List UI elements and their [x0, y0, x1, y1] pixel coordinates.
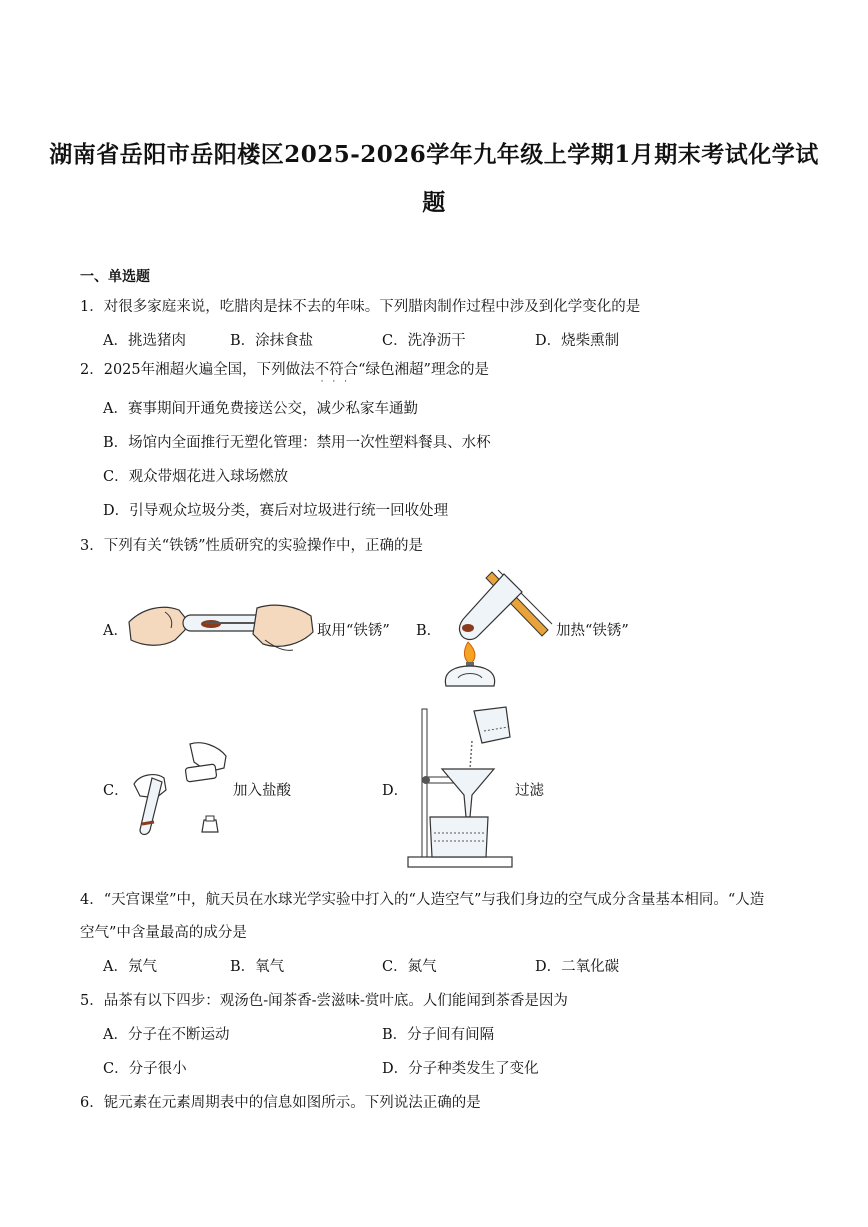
- q4-option-d: D．二氧化碳: [535, 959, 620, 975]
- figure-c-add-acid: [128, 738, 232, 838]
- q4-option-c: C．氮气: [382, 959, 437, 975]
- q4-stem-line1: 4．“天宫课堂”中，航天员在水球光学实验中打入的“人造空气”与我们身边的空气成分含量基本相同。“人造: [80, 892, 765, 908]
- q3-option-d-letter: D．: [382, 783, 409, 799]
- q3-option-c-letter: C．: [103, 783, 129, 799]
- document-title-line2: 题: [422, 189, 446, 216]
- q3-stem: 3．下列有关“铁锈”性质研究的实验操作中，正确的是: [80, 538, 424, 554]
- q5-option-c: C．分子很小: [103, 1061, 187, 1077]
- q2-option-b: B．场馆内全面推行无塑化管理：禁用一次性塑料餐具、水杯: [103, 435, 491, 451]
- q2-option-d: D．引导观众垃圾分类，赛后对垃圾进行统一回收处理: [103, 503, 449, 519]
- q5-option-a: A．分子在不断运动: [103, 1027, 230, 1043]
- q2-option-a: A．赛事期间开通免费接送公交，减少私家车通勤: [103, 401, 418, 417]
- q1-option-a: A．挑选猪肉: [103, 333, 186, 349]
- q2-stem-pre: 2．2025年湘超火遍全国，下列做法: [80, 362, 315, 378]
- q5-stem: 5．品茶有以下四步：观汤色-闻茶香-尝滋味-赏叶底。人们能闻到茶香是因为: [80, 993, 568, 1009]
- q3-option-d-caption: 过滤: [515, 783, 544, 799]
- q4-option-b: B．氧气: [230, 959, 285, 975]
- document-title-line1: 湖南省岳阳市岳阳楼区2025-2026学年九年级上学期1月期末考试化学试: [49, 141, 819, 168]
- q1-option-c: C．洗净沥干: [382, 333, 466, 349]
- q2-stem: [80, 358, 489, 379]
- q3-option-c-caption: 加入盐酸: [233, 783, 291, 799]
- q5-option-d: D．分子种类发生了变化: [382, 1061, 539, 1077]
- figure-a-take-rust: [125, 600, 317, 658]
- section-heading: 一、单选题: [80, 269, 150, 285]
- q6-stem: 6．铌元素在元素周期表中的信息如图所示。下列说法正确的是: [80, 1095, 481, 1111]
- q1-option-b: B．涂抹食盐: [230, 333, 314, 349]
- q4-option-a: A．氖气: [103, 959, 157, 975]
- q4-stem-line2: 空气”中含量最高的成分是: [80, 925, 247, 941]
- q3-option-a-caption: 取用“铁锈”: [317, 623, 390, 639]
- q2-stem-post: “绿色湘超”理念的是: [358, 362, 489, 378]
- q2-stem-emphasis: 不符合 · · ·: [315, 362, 359, 378]
- q2-option-c: C．观众带烟花进入球场燃放: [103, 469, 289, 485]
- q1-option-d: D．烧柴熏制: [535, 333, 620, 349]
- q1-stem: 1．对很多家庭来说，吃腊肉是抹不去的年味。下列腊肉制作过程中涉及到化学变化的是: [80, 299, 641, 315]
- q3-option-b-letter: B．: [416, 623, 442, 639]
- q5-option-b: B．分子间有间隔: [382, 1027, 495, 1043]
- figure-b-heat-rust: [432, 566, 556, 690]
- q3-option-a-letter: A．: [103, 623, 128, 639]
- q3-option-b-caption: 加热“铁锈”: [556, 623, 629, 639]
- figure-d-filtration: [404, 705, 516, 871]
